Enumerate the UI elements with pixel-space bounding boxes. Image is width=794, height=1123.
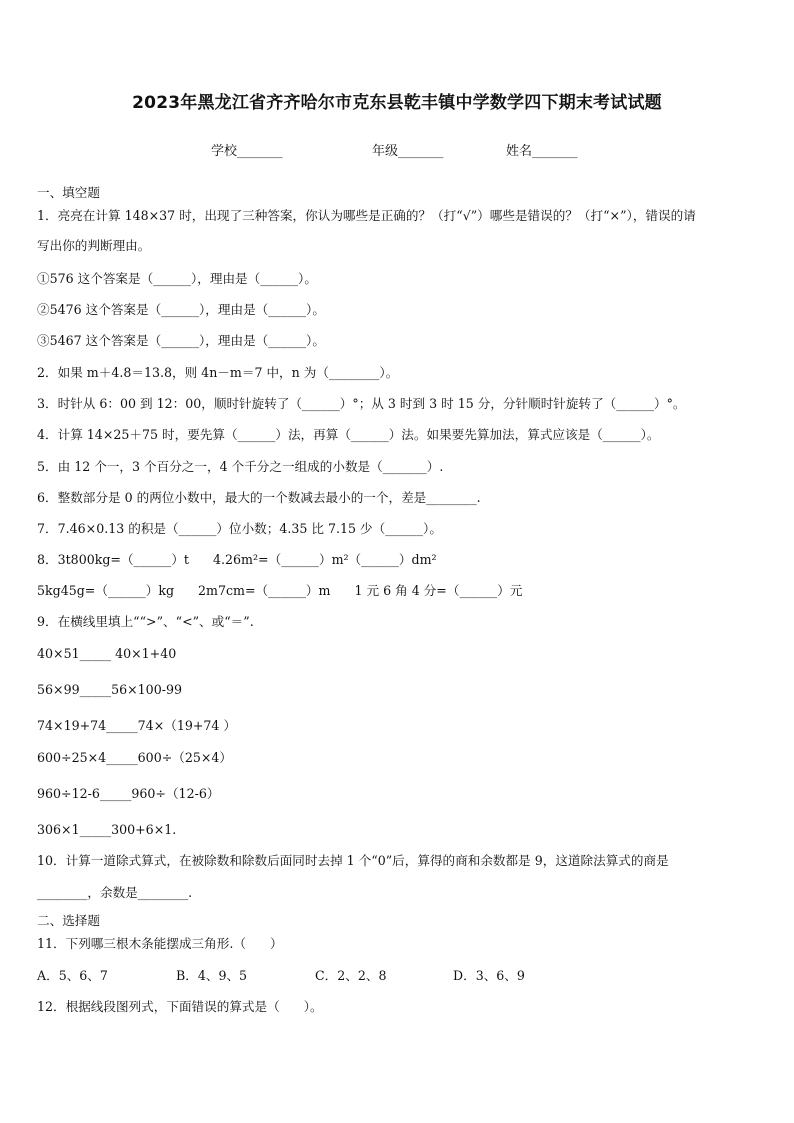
school-field: 学校_______ bbox=[211, 144, 283, 159]
q11-option-c: C．2、2、8 bbox=[315, 968, 387, 983]
question-9-item-5: 960÷12-6_____960÷（12-6） bbox=[37, 786, 220, 801]
question-9-item-1: 40×51_____ 40×1+40 bbox=[37, 646, 177, 661]
question-1-line-1: 1．亮亮在计算 148×37 时，出现了三种答案，你认为哪些是正确的？（打“√”）哪些是错误的？（打“×”），错误的请 bbox=[37, 208, 696, 223]
question-1-item-3: ③5467 这个答案是（______），理由是（______）。 bbox=[37, 333, 325, 348]
question-8-line-1: 8．3t800kg=（______）t 4.26m²=（______）m²（______）dm² bbox=[37, 552, 437, 567]
name-field: 姓名_______ bbox=[506, 144, 578, 159]
question-5: 5．由 12 个一，3 个百分之一，4 个千分之一组成的小数是（_______）. bbox=[37, 459, 444, 474]
question-6: 6．整数部分是 0 的两位小数中，最大的一个数减去最小的一个，差是________. bbox=[37, 490, 481, 505]
question-10-line-1: 10．计算一道除式算式，在被除数和除数后面同时去掉 1 个“0”后，算得的商和余数都是 9，这道除法算式的商是 bbox=[37, 853, 669, 868]
section-heading-choice: 二、选择题 bbox=[37, 913, 100, 928]
question-8-line-2: 5kg45g=（______）kg 2m7cm=（______）m 1 元 6 角 4 分=（______）元 bbox=[37, 583, 523, 598]
question-2: 2．如果 m＋4.8＝13.8，则 4n－m＝7 中，n 为（________）。 bbox=[37, 365, 399, 380]
question-11: 11．下列哪三根木条能摆成三角形.（ ） bbox=[37, 936, 283, 951]
question-9-item-3: 74×19+74_____74×（19+74 ） bbox=[37, 718, 237, 733]
question-4: 4．计算 14×25＋75 时，要先算（______）法，再算（______）法。如果要先算加法，算式应该是（______）。 bbox=[37, 427, 660, 442]
section-heading-fill-in: 一、填空题 bbox=[37, 185, 100, 200]
document-title: 2023年黑龙江省齐齐哈尔市克东县乾丰镇中学数学四下期末考试试题 bbox=[132, 93, 662, 113]
question-1-line-2: 写出你的判断理由。 bbox=[37, 238, 151, 253]
grade-field: 年级_______ bbox=[372, 144, 444, 159]
question-3: 3．时针从 6：00 到 12：00，顺时针旋转了（______）°；从 3 时到 3 时 15 分，分针顺时针旋转了（______）°。 bbox=[37, 396, 686, 411]
question-9: 9．在横线里填上““>”、“<”、或“＝”. bbox=[37, 614, 254, 629]
question-12: 12．根据线段图列式，下面错误的算式是（ ）。 bbox=[37, 999, 323, 1014]
question-7: 7．7.46×0.13 的积是（______）位小数；4.35 比 7.15 少（______）。 bbox=[37, 521, 442, 536]
question-1-item-2: ②5476 这个答案是（______），理由是（______）。 bbox=[37, 302, 325, 317]
q11-option-b: B．4、9、5 bbox=[176, 968, 248, 983]
question-9-item-4: 600÷25×4_____600÷（25×4） bbox=[37, 750, 233, 765]
question-9-item-6: 306×1_____300+6×1. bbox=[37, 822, 177, 837]
question-1-item-1: ①576 这个答案是（______），理由是（______）。 bbox=[37, 271, 317, 286]
question-9-item-2: 56×99_____56×100-99 bbox=[37, 682, 182, 697]
question-10-line-2: ________，余数是________. bbox=[37, 885, 193, 900]
q11-option-a: A．5、6、7 bbox=[37, 968, 108, 983]
q11-option-d: D．3、6、9 bbox=[453, 968, 525, 983]
